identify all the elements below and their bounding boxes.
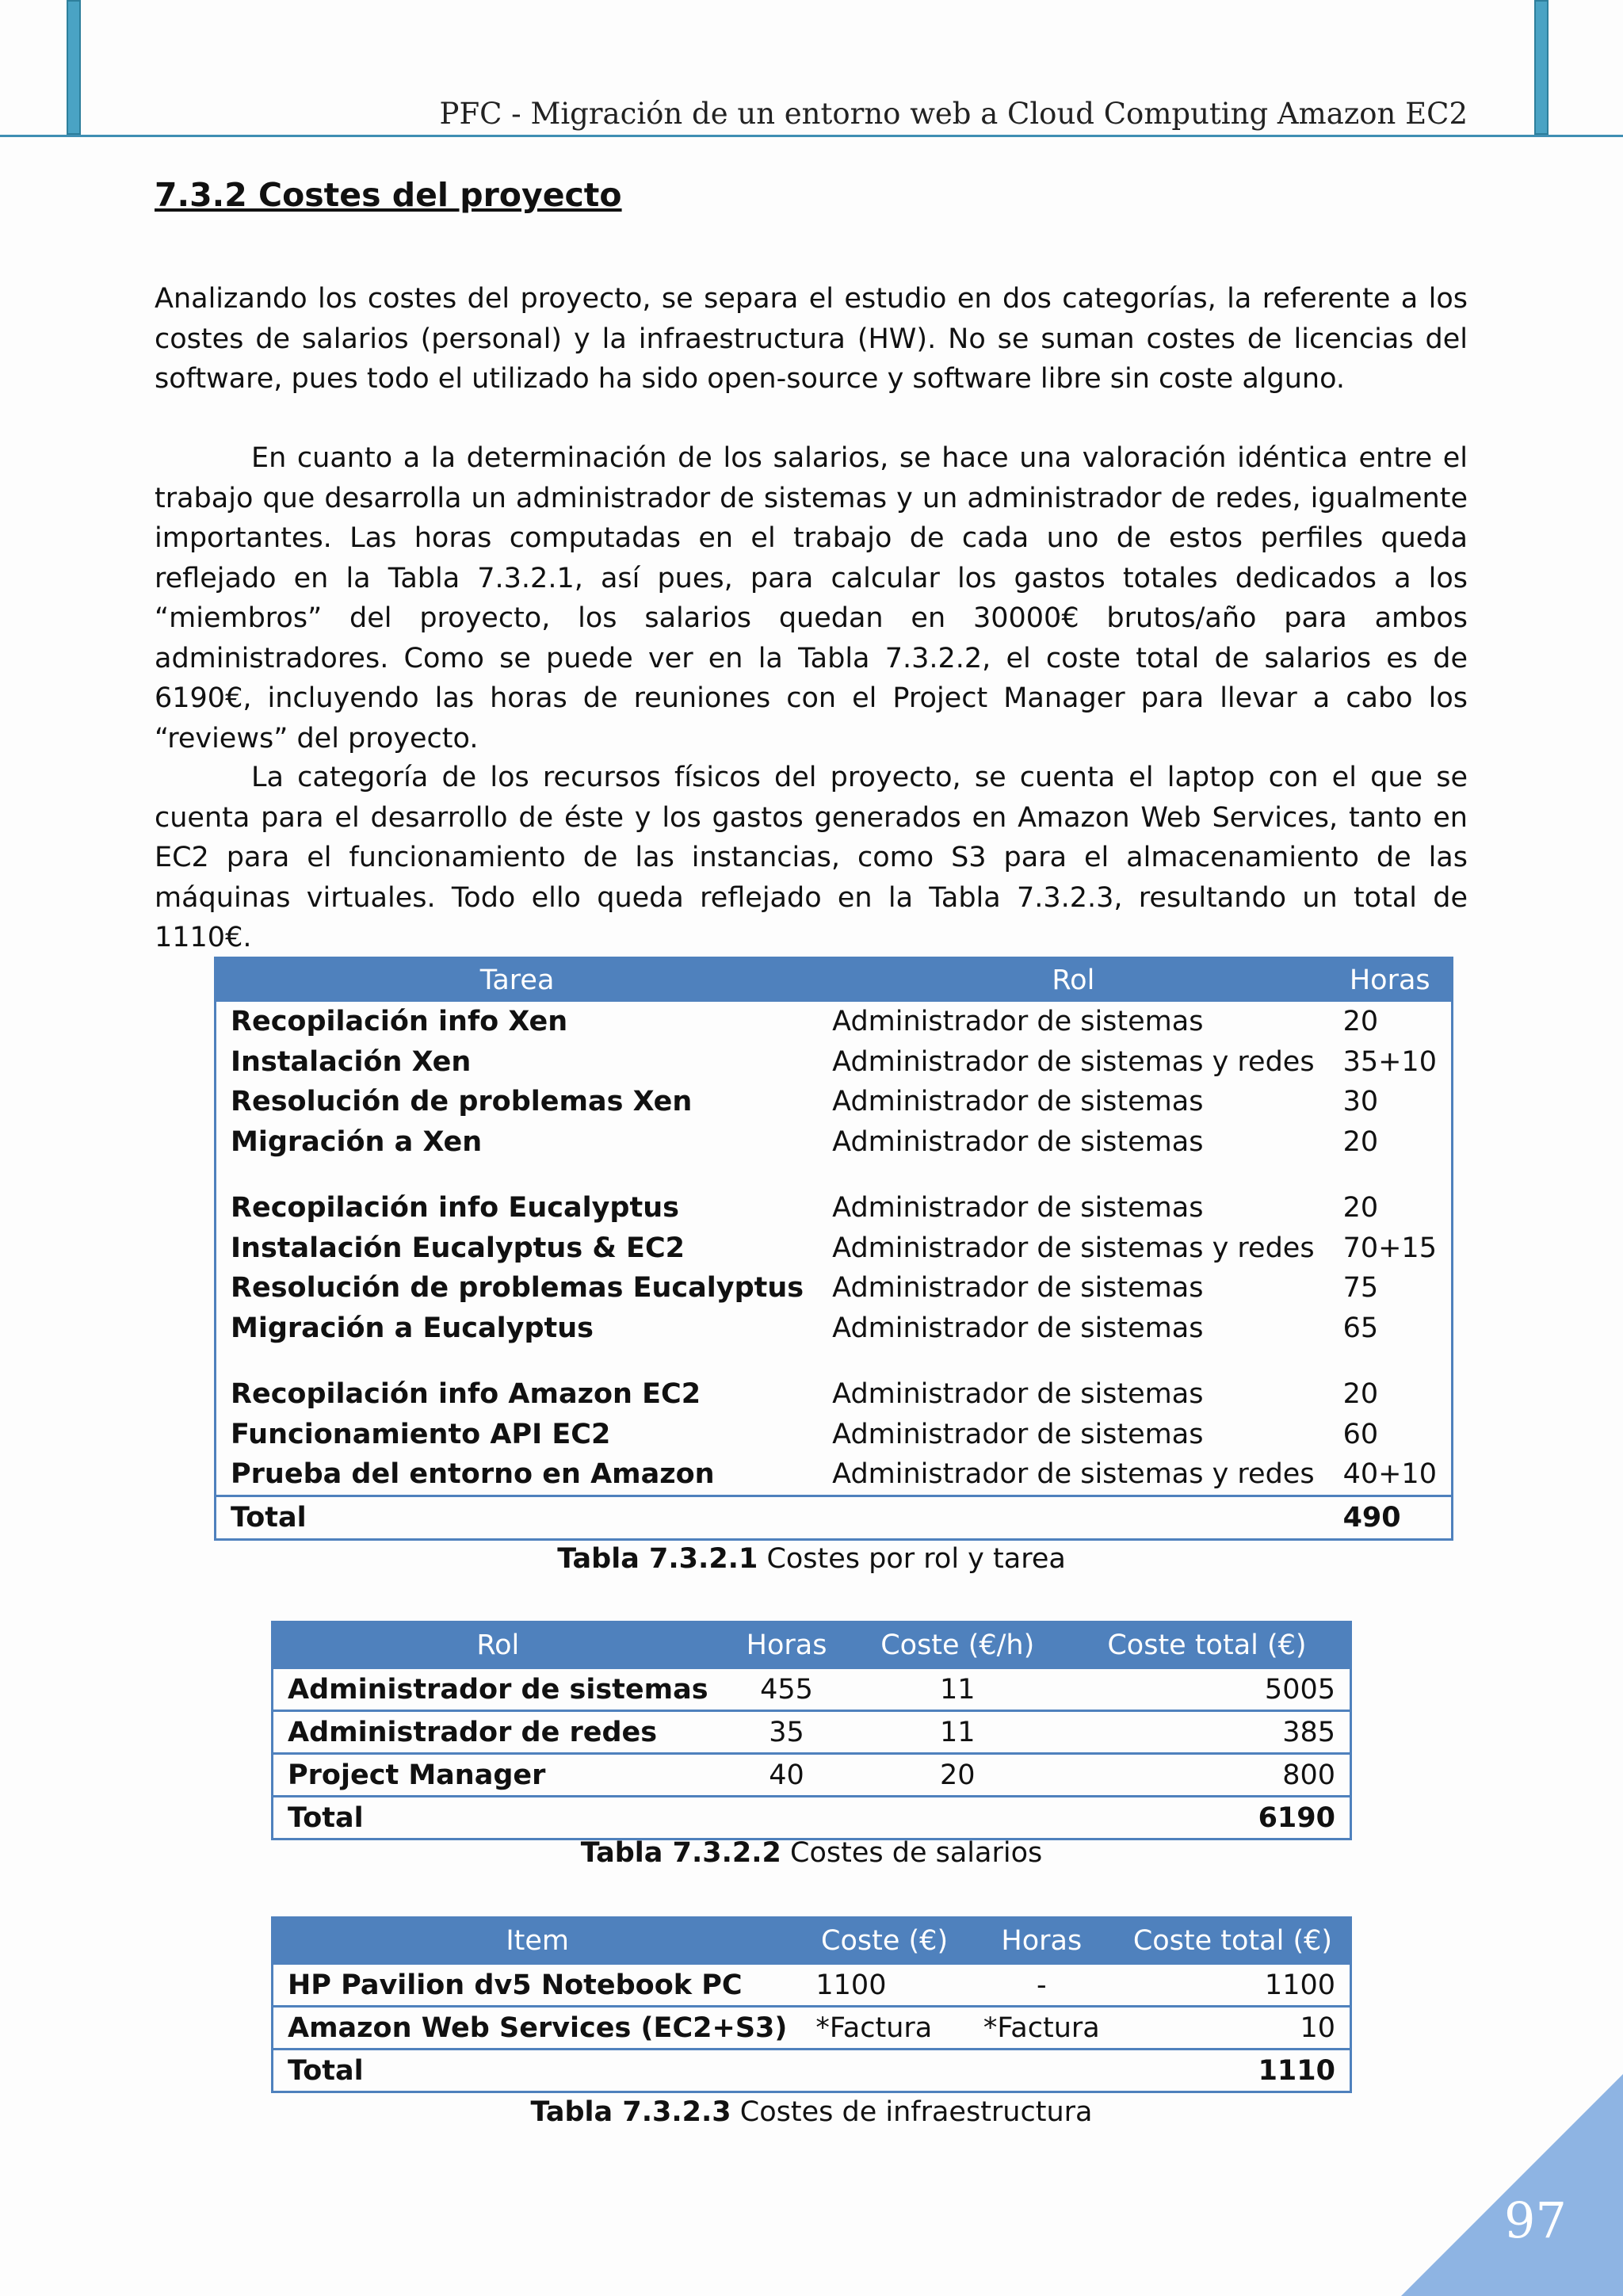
table-header-row	[273, 1622, 1351, 1668]
role-cell: Administrador de sistemas	[832, 1378, 1204, 1411]
table-row	[216, 1082, 1453, 1122]
role-cell: Administrador de sistemas	[832, 1272, 1204, 1305]
total-value: 6190	[1064, 1797, 1351, 1839]
task-cell: Instalación Eucalyptus & EC2	[231, 1232, 685, 1264]
cost-cell: 5005	[1064, 1668, 1351, 1711]
table-row	[216, 1454, 1453, 1496]
column-header-horas: Horas	[968, 1918, 1116, 1964]
table-row	[216, 1308, 1453, 1349]
column-header-horas: Horas	[1329, 958, 1453, 1003]
paragraph-3: La categoría de los recursos físicos del proyecto, se cuenta el laptop con el que se cuenta para el desarrollo de éste y los gastos generados en Amazon Web Services, tanto en EC2 para el funcionamiento de las instancias, como S3 para el almacenamiento de las máquinas virtuales. Todo ello queda reflejado en la Tabla 7.3.2.3, resultando un total de 1110€.	[155, 762, 1468, 953]
role-cell: Administrador de redes	[273, 1711, 723, 1754]
table-header-row	[273, 1918, 1351, 1964]
table-caption-1	[0, 1543, 1623, 1575]
spacer-row	[216, 1162, 1453, 1188]
table-row	[216, 1188, 1453, 1228]
caption-label: Tabla 7.3.2.2	[580, 1837, 781, 1869]
rate-cell: 20	[851, 1754, 1064, 1797]
column-header-coste: Coste (€)	[801, 1918, 967, 1964]
hours-cell: 75	[1342, 1272, 1379, 1305]
header-rule	[0, 135, 1623, 137]
caption-text: Costes de salarios	[781, 1837, 1043, 1869]
total-cost-cell: 10	[1116, 2007, 1351, 2050]
task-cell: Instalación Xen	[231, 1045, 472, 1078]
role-cell: Administrador de sistemas	[273, 1668, 723, 1711]
caption-text: Costes de infraestructura	[731, 2096, 1093, 2128]
table-row	[216, 1002, 1453, 1042]
column-header-rol: Rol	[818, 958, 1328, 1003]
role-cell: Project Manager	[273, 1754, 723, 1797]
hours-cell: -	[968, 1964, 1116, 2007]
cost-cell: *Factura	[801, 2007, 967, 2050]
section-title: 7.3.2 Costes del proyecto	[155, 176, 622, 214]
role-cell: Administrador de sistemas	[832, 1192, 1204, 1224]
role-cell: Administrador de sistemas	[832, 1125, 1204, 1158]
cost-cell: 385	[1064, 1711, 1351, 1754]
table-row	[216, 1268, 1453, 1308]
table-row	[216, 1415, 1453, 1455]
spacer-row	[216, 1348, 1453, 1374]
table-caption-2	[0, 1837, 1623, 1869]
hours-cell: 60	[1342, 1418, 1379, 1450]
hours-cell: 20	[1342, 1006, 1379, 1038]
hours-cell: 455	[723, 1668, 851, 1711]
table-row	[273, 1711, 1351, 1754]
column-header-coste-hora: Coste (€/h)	[851, 1622, 1064, 1668]
total-row	[273, 1797, 1351, 1839]
hours-cell: 20	[1342, 1125, 1379, 1158]
hours-cell: 30	[1342, 1086, 1379, 1118]
role-cell: Administrador de sistemas y redes	[832, 1045, 1315, 1078]
hours-cell: 35+10	[1342, 1045, 1437, 1078]
task-cell: Prueba del entorno en Amazon	[231, 1458, 715, 1491]
caption-label: Tabla 7.3.2.1	[557, 1543, 758, 1575]
task-cell: Resolución de problemas Eucalyptus	[231, 1272, 804, 1305]
running-header: PFC - Migración de un entorno web a Cloud Computing Amazon EC2	[439, 97, 1468, 131]
total-row	[216, 1496, 1453, 1539]
role-cell: Administrador de sistemas y redes	[832, 1458, 1315, 1491]
hours-cell: 20	[1342, 1378, 1379, 1411]
header-decoration-right	[1534, 0, 1549, 135]
task-cell: Migración a Eucalyptus	[231, 1312, 594, 1344]
total-label: Total	[273, 1797, 723, 1839]
role-cell: Administrador de sistemas	[832, 1086, 1204, 1118]
table-header-row	[216, 958, 1453, 1003]
hours-cell: 65	[1342, 1312, 1379, 1344]
task-cell: Migración a Xen	[231, 1125, 483, 1158]
table-caption-3	[0, 2096, 1623, 2128]
table-row	[273, 1754, 1351, 1797]
cost-cell: 1100	[801, 1964, 967, 2007]
page-number: 97	[1504, 2191, 1567, 2249]
hours-cell: 40+10	[1342, 1458, 1437, 1491]
page-corner-decoration	[1401, 2074, 1623, 2296]
total-label: Total	[273, 2050, 802, 2092]
table-row	[216, 1228, 1453, 1269]
rate-cell: 11	[851, 1711, 1064, 1754]
column-header-tarea: Tarea	[216, 958, 819, 1003]
item-cell: HP Pavilion dv5 Notebook PC	[273, 1964, 802, 2007]
header-decoration-left	[67, 0, 81, 135]
task-cell: Recopilación info Amazon EC2	[231, 1378, 701, 1411]
total-value: 1110	[1116, 2050, 1351, 2092]
hours-cell: 70+15	[1342, 1232, 1437, 1264]
total-row	[273, 2050, 1351, 2092]
table-row	[216, 1122, 1453, 1163]
table-row	[216, 1374, 1453, 1415]
total-label: Total	[216, 1496, 819, 1539]
caption-text: Costes por rol y tarea	[758, 1543, 1066, 1575]
column-header-coste-total: Coste total (€)	[1064, 1622, 1351, 1668]
role-cell: Administrador de sistemas	[832, 1006, 1204, 1038]
caption-label: Tabla 7.3.2.3	[530, 2096, 731, 2128]
hours-cell: *Factura	[968, 2007, 1116, 2050]
hours-cell: 40	[723, 1754, 851, 1797]
column-header-item: Item	[273, 1918, 802, 1964]
rate-cell: 11	[851, 1668, 1064, 1711]
hours-cell: 20	[1342, 1192, 1379, 1224]
table-row	[273, 2007, 1351, 2050]
table-row	[273, 1668, 1351, 1711]
column-header-coste-total: Coste total (€)	[1116, 1918, 1351, 1964]
table-salary-costs	[271, 1621, 1352, 1840]
table-infrastructure-costs	[271, 1916, 1352, 2093]
task-cell: Recopilación info Xen	[231, 1006, 568, 1038]
table-costs-by-role-task	[214, 957, 1453, 1541]
cost-cell: 800	[1064, 1754, 1351, 1797]
column-header-horas: Horas	[723, 1622, 851, 1668]
item-cell: Amazon Web Services (EC2+S3)	[273, 2007, 802, 2050]
table-row	[216, 1042, 1453, 1083]
total-value: 490	[1329, 1496, 1453, 1539]
paragraph-2: En cuanto a la determinación de los salarios, se hace una valoración idéntica entre el trabajo que desarrolla un administrador de sistemas y un administrador de redes, igualmente importantes. Las horas computadas en el trabajo de cada uno de estos perfiles queda reflejado en la Tabla 7.3.2.1, así pues, para calcular los gastos totales dedicados a los “miembros” del proyecto, los salarios quedan en 30000€ brutos/año para ambos administradores. Como se puede ver en la Tabla 7.3.2.2, el coste total de salarios es de 6190€, incluyendo las horas de reuniones con el Project Manager para llevar a cabo los “reviews” del proyecto.	[155, 442, 1468, 755]
role-cell: Administrador de sistemas	[832, 1312, 1204, 1344]
task-cell: Recopilación info Eucalyptus	[231, 1192, 679, 1224]
role-cell: Administrador de sistemas y redes	[832, 1232, 1315, 1264]
total-cost-cell: 1100	[1116, 1964, 1351, 2007]
task-cell: Resolución de problemas Xen	[231, 1086, 693, 1118]
column-header-rol: Rol	[273, 1622, 723, 1668]
table-row	[273, 1964, 1351, 2007]
task-cell: Funcionamiento API EC2	[231, 1418, 611, 1450]
role-cell: Administrador de sistemas	[832, 1418, 1204, 1450]
hours-cell: 35	[723, 1711, 851, 1754]
paragraph-1: Analizando los costes del proyecto, se separa el estudio en dos categorías, la referente a los costes de salarios (personal) y la infraestructura (HW). No se suman costes de licencias del software, pues todo el utilizado ha sido open-source y software libre sin coste alguno.	[155, 283, 1468, 395]
